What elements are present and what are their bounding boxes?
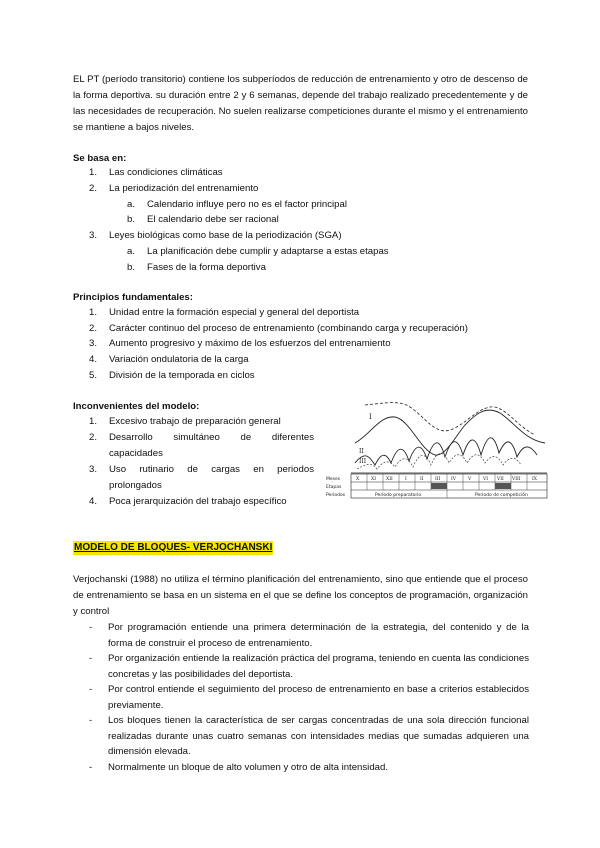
- month-label: V: [468, 477, 472, 482]
- curve-label-ii: II: [359, 448, 364, 455]
- principios-heading: Principios fundamentales:: [73, 292, 193, 303]
- bullet-item: - Normalmente un bloque de alto volumen y otro de alta intensidad.: [89, 762, 388, 773]
- row-label-meses: Meses: [326, 477, 341, 482]
- modelo-intro-paragraph: Verjochanski (1988) no utiliza el término planificación del entrenamiento, sino que entiende que el proceso de entrenamiento se basa en un sistema en el que se define los conceptos de programación, organización y control: [73, 574, 528, 617]
- curve-label-iii: III: [359, 458, 367, 465]
- month-label: III: [435, 477, 441, 482]
- period-preparatorio: Periodo preparatorio: [375, 493, 422, 498]
- document-page: EL PT (período transitorio) contiene los subperíodos de reducción de entrenamiento y otro de descenso de la forma deportiva. su duración entre 2 y 6 semanas, depende del trabajo realizado precedentemente y de las necesidades de recuperación. No suelen realizarse competiciones durante el mismo y el entrenamiento se mantiene a bajos niveles. Se basa en: 1. Las condiciones climáticas 2. La periodización del entrenamiento a. Calendario influye pero no es el factor principal b. El calendario debe ser racional 3. Leyes biológicas como base de la periodización (SGA) a. La planificación debe cumplir y adaptarse a estas etapas b. Fases de la forma deportiva Principios fundamentales: 1. Unidad entre la formación especial y general del deportista 2. Carácter continuo del proceso de entrenamiento (combinando carga y recuperación) 3. Aumento progresivo y máximo de los esfuerzos del entrenamiento 4. Variación ondulatoria de la carga 5. División de la temporada en ciclos Inconvenientes del modelo: 1. Excesivo trabajo de preparación general 2. Desarrollo simultáneo de diferentes capacidades 3. Uso rutinario de cargas en periodos prolongados 4. Poca jerarquización del trabajo específico I II III Meses Etapas Periodos Periodo preparatorio Periodo de competición X XI XII I II III IV V VI VII VIII IX MODELO DE BLOQUES- VERJOCHANSKI Verjochanski (1988) no utiliza el término planificación del entrenamiento, sino que entiende que el proceso de entrenamiento se basa en un sistema en el que se define los conceptos de programación, organización y control - Por programación entiende una primera determinación de la estrategia, del contenido y de la forma de construir el proceso de entrenamiento. - Por organización entiende la realización práctica del programa, teniendo en cuenta las condiciones concretas y las posibilidades del deportista. - Por control entiende el seguimiento del proceso de entrenamiento en base a criterios establecidos previamente. - Los bloques tienen la característica de ser cargas concentradas de una sola dirección funcional realizadas durante unas cuatro semanas con intensidades medias que sumadas adquieren una dimensión elevada. - Normalmente un bloque de alto volumen y otro de alta intensidad.: [0, 0, 600, 848]
- month-label: VII: [497, 477, 504, 482]
- month-label: XI: [371, 477, 376, 482]
- row-label-periodos: Periodos: [326, 493, 346, 498]
- inconvenientes-heading: Inconvenientes del modelo:: [73, 401, 200, 412]
- month-label: VIII: [512, 477, 521, 482]
- periodization-figure: [325, 395, 550, 507]
- bullet-item: - Por control entiende el seguimiento del proceso de entrenamiento en base a criterios establecidos previamente.: [89, 684, 529, 711]
- month-label: VI: [483, 477, 489, 482]
- month-label: XII: [386, 477, 393, 482]
- month-label: IX: [532, 477, 537, 482]
- row-label-etapas: Etapas: [326, 485, 342, 490]
- period-competicion: Periodo de competición: [475, 493, 528, 498]
- month-label: X: [356, 477, 360, 482]
- intro-paragraph: EL PT (período transitorio) contiene los subperíodos de reducción de entrenamiento y otro de descenso de la forma deportiva. su duración entre 2 y 6 semanas, depende del trabajo realizado precedentemente y de las necesidades de recuperación. No suelen realizarse competiciones durante el mismo y el entrenamiento se mantiene a bajos niveles.: [73, 74, 528, 133]
- bullet-item: - Por programación entiende una primera determinación de la estrategia, del contenido y de la forma de construir el proceso de entrenamiento.: [89, 622, 529, 649]
- se-basa-heading: Se basa en:: [73, 153, 127, 164]
- month-label: I: [405, 477, 407, 482]
- modelo-section-title: MODELO DE BLOQUES- VERJOCHANSKI: [74, 542, 273, 553]
- month-label: II: [420, 477, 424, 482]
- bullet-item: - Por organización entiende la realización práctica del programa, teniendo en cuenta las condiciones concretas y las posibilidades del deportista.: [89, 653, 529, 680]
- periodization-diagram: [325, 395, 550, 507]
- curve-label-i: I: [369, 413, 372, 421]
- month-label: IV: [451, 477, 457, 482]
- bullet-item: - Los bloques tienen la característica de ser cargas concentradas de una sola dirección funcional realizadas durante unas cuatro semanas con intensidades medias que sumadas adquieren una dimensión elevada.: [89, 715, 529, 757]
